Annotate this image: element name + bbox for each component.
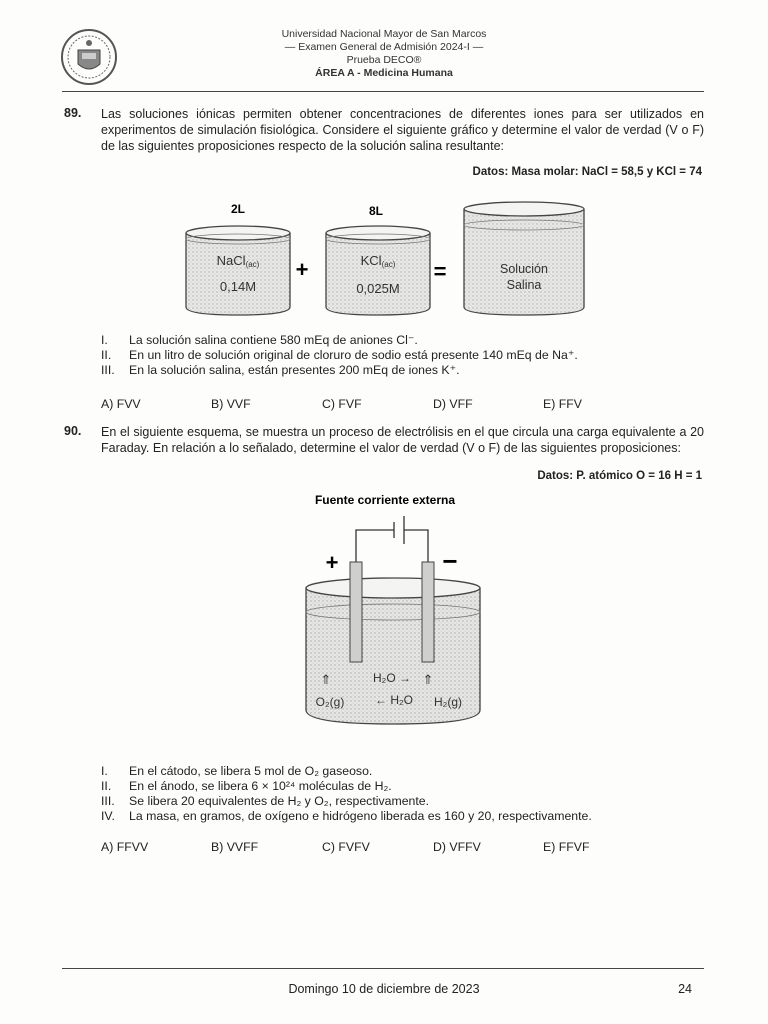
- proposition-item: [101, 764, 711, 779]
- proposition-text: En un litro de solución original de cloruro de sodio está presente 140 mEq de Na⁺.: [129, 348, 578, 362]
- option-a[interactable]: A) FFVV: [101, 840, 149, 854]
- anode-electrode: [350, 562, 362, 662]
- exam-name: — Examen General de Admisión 2024-I —: [284, 41, 484, 53]
- option-b[interactable]: B) VVFF: [211, 840, 259, 854]
- proposition-text: En la solución salina, están presentes 200 mEq de iones K⁺.: [129, 363, 460, 377]
- proposition-numeral: I.: [101, 333, 108, 347]
- proposition-numeral: III.: [101, 363, 115, 377]
- proposition-item: [101, 794, 711, 809]
- beaker-2-formula: KCl: [360, 253, 382, 268]
- proposition-numeral: III.: [101, 794, 115, 808]
- proposition-text: La masa, en gramos, de oxígeno e hidrógeno liberada es 160 y 20, respectivamente.: [129, 809, 592, 823]
- water-right-label: H₂O →: [373, 671, 411, 685]
- question-89-options: [101, 397, 701, 413]
- cathode-sign: −: [442, 546, 458, 576]
- footer-divider: [62, 968, 704, 969]
- oxygen-gas-label: O₂(g): [315, 695, 345, 709]
- beaker-2-state: (ac): [381, 260, 396, 269]
- question-90-data: Datos: P. atómico O = 16 H = 1: [537, 470, 702, 482]
- proposition-item: [101, 779, 711, 794]
- beaker-2-concentration: 0,025M: [356, 281, 400, 296]
- water-left-label: ← H₂O: [375, 693, 413, 707]
- option-d[interactable]: D) VFFV: [433, 840, 481, 854]
- up-arrow-right-icon: ⇑: [422, 672, 434, 687]
- option-b[interactable]: B) VVF: [211, 397, 251, 411]
- anode-sign: +: [325, 550, 339, 575]
- proposition-item: [101, 809, 711, 824]
- area-name: ÁREA A - Medicina Humana: [315, 67, 453, 79]
- beaker-2-volume: 8L: [368, 204, 384, 218]
- proposition-text: En el ánodo, se libera 6 × 10²⁴ moléculas de H₂.: [129, 779, 392, 793]
- proposition-item: [101, 363, 701, 378]
- hydrogen-gas-label: H₂(g): [434, 695, 462, 709]
- option-c[interactable]: C) FVFV: [322, 840, 370, 854]
- question-90-propositions: [101, 764, 711, 824]
- proposition-item: [101, 333, 701, 348]
- header-divider: [62, 91, 704, 92]
- option-a[interactable]: A) FVV: [101, 397, 141, 411]
- page-number: 24: [678, 982, 692, 996]
- proposition-text: En el cátodo, se libera 5 mol de O₂ gaseoso.: [129, 764, 373, 778]
- result-label-line2: Salina: [506, 278, 542, 292]
- question-90-number: 90.: [64, 424, 82, 438]
- proposition-numeral: I.: [101, 764, 108, 778]
- option-e[interactable]: E) FFVF: [543, 840, 590, 854]
- proposition-item: [101, 348, 701, 363]
- university-name: Universidad Nacional Mayor de San Marcos: [281, 28, 487, 40]
- proposition-numeral: II.: [101, 348, 112, 362]
- question-89-propositions: [101, 333, 701, 378]
- plus-sign: +: [295, 257, 309, 282]
- question-89-data: Datos: Masa molar: NaCl = 58,5 y KCl = 74: [472, 166, 702, 178]
- proposition-text: Se libera 20 equivalentes de H₂ y O₂, respectivamente.: [129, 794, 430, 808]
- proposition-numeral: II.: [101, 779, 112, 793]
- cathode-electrode: [422, 562, 434, 662]
- beaker-1: [186, 226, 290, 315]
- solutions-diagram: [180, 195, 600, 325]
- beaker-2: [326, 226, 430, 315]
- up-arrow-left-icon: ⇑: [320, 672, 332, 687]
- proposition-numeral: IV.: [101, 809, 115, 823]
- result-label-line1: Solución: [500, 262, 548, 276]
- test-name: Prueba DECO®: [346, 54, 422, 66]
- beaker-1-concentration: 0,14M: [219, 279, 257, 294]
- question-90-options: [101, 840, 701, 856]
- circuit-wires: [356, 516, 428, 566]
- beaker-result: [464, 202, 584, 315]
- option-e[interactable]: E) FFV: [543, 397, 582, 411]
- proposition-text: La solución salina contiene 580 mEq de aniones Cl⁻.: [129, 333, 418, 347]
- question-89-number: 89.: [64, 106, 82, 120]
- beaker-1-state: (ac): [245, 260, 260, 269]
- page-header: [0, 28, 768, 80]
- equals-sign: =: [433, 259, 447, 284]
- beaker-1-volume: 2L: [230, 202, 246, 216]
- question-89-text: Las soluciones iónicas permiten obtener concentraciones de diferentes iones para ser utilizados en experimentos de simulación fisiológica. Considere el siguiente gráfico y determine el valor de verdad (V o F) de las siguientes proposiciones respecto de la solución salina resultante:: [101, 107, 704, 153]
- beaker-1-formula: NaCl: [216, 253, 246, 268]
- question-90-text: En el siguiente esquema, se muestra un proceso de electrólisis en el que circula una carga equivalente a 20 Faraday. En relación a lo señalado, determine el valor de verdad (V o F) de las siguientes proposiciones:: [101, 425, 704, 455]
- power-source-label: Fuente corriente externa: [314, 493, 456, 507]
- electrolysis-diagram: [290, 488, 520, 740]
- footer-date: Domingo 10 de diciembre de 2023: [288, 982, 480, 996]
- option-d[interactable]: D) VFF: [433, 397, 473, 411]
- option-c[interactable]: C) FVF: [322, 397, 362, 411]
